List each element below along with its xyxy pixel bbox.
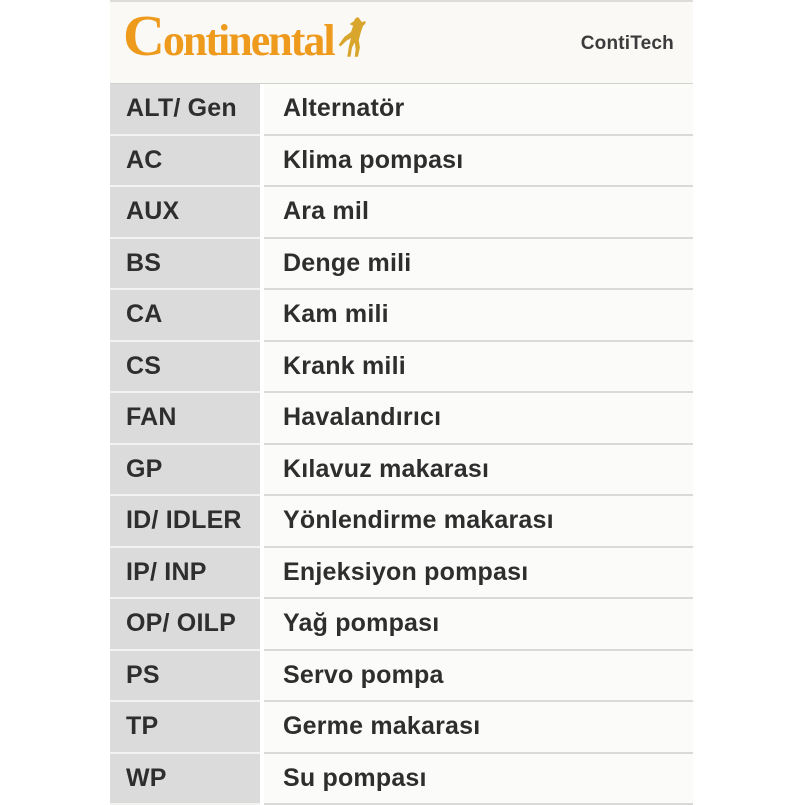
table-row [110, 702, 693, 754]
code-cell: PS [110, 651, 260, 703]
contitech-wordmark: ContiTech [580, 33, 674, 54]
header [110, 0, 693, 84]
table-row [110, 342, 693, 394]
description-cell: Enjeksiyon pompası [264, 548, 693, 600]
table-row [110, 136, 693, 188]
description-cell: Klima pompası [264, 136, 693, 188]
table-row [110, 393, 693, 445]
description-cell: Germe makarası [264, 702, 693, 754]
table-row [110, 496, 693, 548]
description-cell: Yağ pompası [264, 599, 693, 651]
table-row [110, 290, 693, 342]
table-row [110, 599, 693, 651]
content-area [110, 0, 693, 805]
code-cell: TP [110, 702, 260, 754]
code-cell: ID/ IDLER [110, 496, 260, 548]
description-cell: Krank mili [264, 342, 693, 394]
table-row [110, 651, 693, 703]
description-cell: Yönlendirme makarası [264, 496, 693, 548]
code-cell: ALT/ Gen [110, 84, 260, 136]
code-cell: OP/ OILP [110, 599, 260, 651]
description-cell: Denge mili [264, 239, 693, 291]
description-cell: Havalandırıcı [264, 393, 693, 445]
description-cell: Kılavuz makarası [264, 445, 693, 497]
table-row [110, 548, 693, 600]
code-cell: CA [110, 290, 260, 342]
description-cell: Kam mili [264, 290, 693, 342]
code-cell: CS [110, 342, 260, 394]
table-row [110, 754, 693, 805]
code-cell: AUX [110, 187, 260, 239]
continental-horse-icon [336, 16, 366, 58]
abbreviation-table [110, 84, 693, 805]
description-cell: Alternatör [264, 84, 693, 136]
table-row [110, 187, 693, 239]
description-cell: Servo pompa [264, 651, 693, 703]
description-cell: Ara mil [264, 187, 693, 239]
description-cell: Su pompası [264, 754, 693, 805]
code-cell: IP/ INP [110, 548, 260, 600]
continental-logo [123, 3, 366, 68]
code-cell: FAN [110, 393, 260, 445]
code-cell: GP [110, 445, 260, 497]
code-cell: BS [110, 239, 260, 291]
continental-wordmark: Continental [123, 3, 334, 68]
table-row [110, 445, 693, 497]
table-row [110, 84, 693, 136]
code-cell: AC [110, 136, 260, 188]
table-row [110, 239, 693, 291]
code-cell: WP [110, 754, 260, 805]
